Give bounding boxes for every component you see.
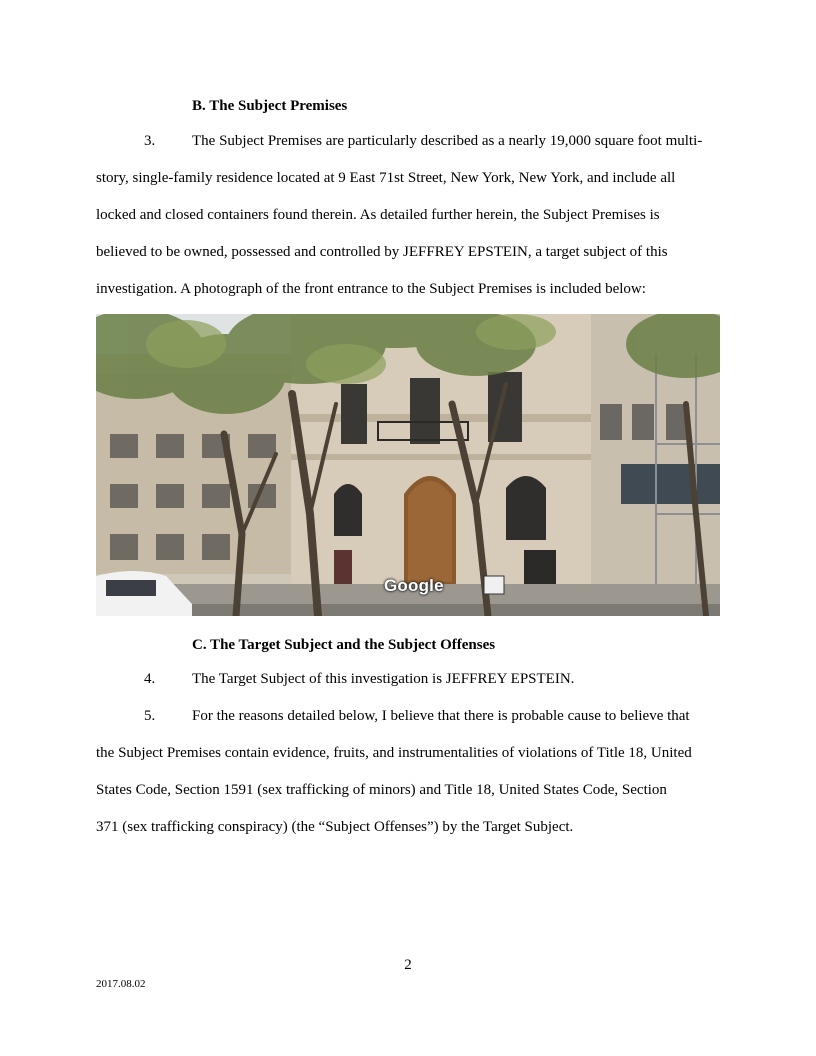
paragraph-number: 3. bbox=[144, 133, 156, 149]
paragraph-5 bbox=[96, 698, 720, 846]
paragraph-3-text: The Subject Premises are particularly described as a nearly 19,000 square foot multi- bbox=[192, 133, 703, 149]
paragraph-3-line: investigation. A photograph of the front entrance to the Subject Premises is included below: bbox=[96, 281, 646, 297]
paragraph-5-text: For the reasons detailed below, I believe that there is probable cause to believe that bbox=[192, 708, 690, 724]
paragraph-3 bbox=[96, 123, 720, 308]
paragraph-3-line: story, single-family residence located at 9 East 71st Street, New York, New York, and include all bbox=[96, 170, 676, 186]
section-c-heading: C. The Target Subject and the Subject Offenses bbox=[192, 637, 496, 653]
paragraph-4 bbox=[96, 661, 720, 698]
page-number: 2 bbox=[404, 957, 412, 973]
section-b-heading: B. The Subject Premises bbox=[192, 98, 348, 114]
paragraph-4-line bbox=[96, 661, 720, 698]
paragraph-5-line: States Code, Section 1591 (sex trafficking of minors) and Title 18, United States Code, Section bbox=[96, 782, 667, 798]
paragraph-3-line: believed to be owned, possessed and controlled by JEFFREY EPSTEIN, a target subject of this bbox=[96, 244, 668, 260]
paragraph-3-line: locked and closed containers found therein. As detailed further herein, the Subject Premises is bbox=[96, 207, 660, 223]
paragraph-3-line bbox=[96, 123, 720, 160]
paragraph-number: 5. bbox=[144, 708, 156, 724]
paragraph-5-line bbox=[96, 698, 720, 735]
premises-photograph bbox=[96, 314, 720, 616]
paragraph-5-line: the Subject Premises contain evidence, fruits, and instrumentalities of violations of Title 18, United bbox=[96, 745, 692, 761]
paragraph-4-text: The Target Subject of this investigation is JEFFREY EPSTEIN. bbox=[192, 671, 575, 687]
paragraph-5-line: 371 (sex trafficking conspiracy) (the “Subject Offenses”) by the Target Subject. bbox=[96, 819, 574, 835]
paragraph-number: 4. bbox=[144, 671, 156, 687]
footer-date: 2017.08.02 bbox=[96, 978, 146, 990]
google-watermark: Google bbox=[384, 576, 444, 595]
building-facade-illustration bbox=[96, 314, 720, 616]
